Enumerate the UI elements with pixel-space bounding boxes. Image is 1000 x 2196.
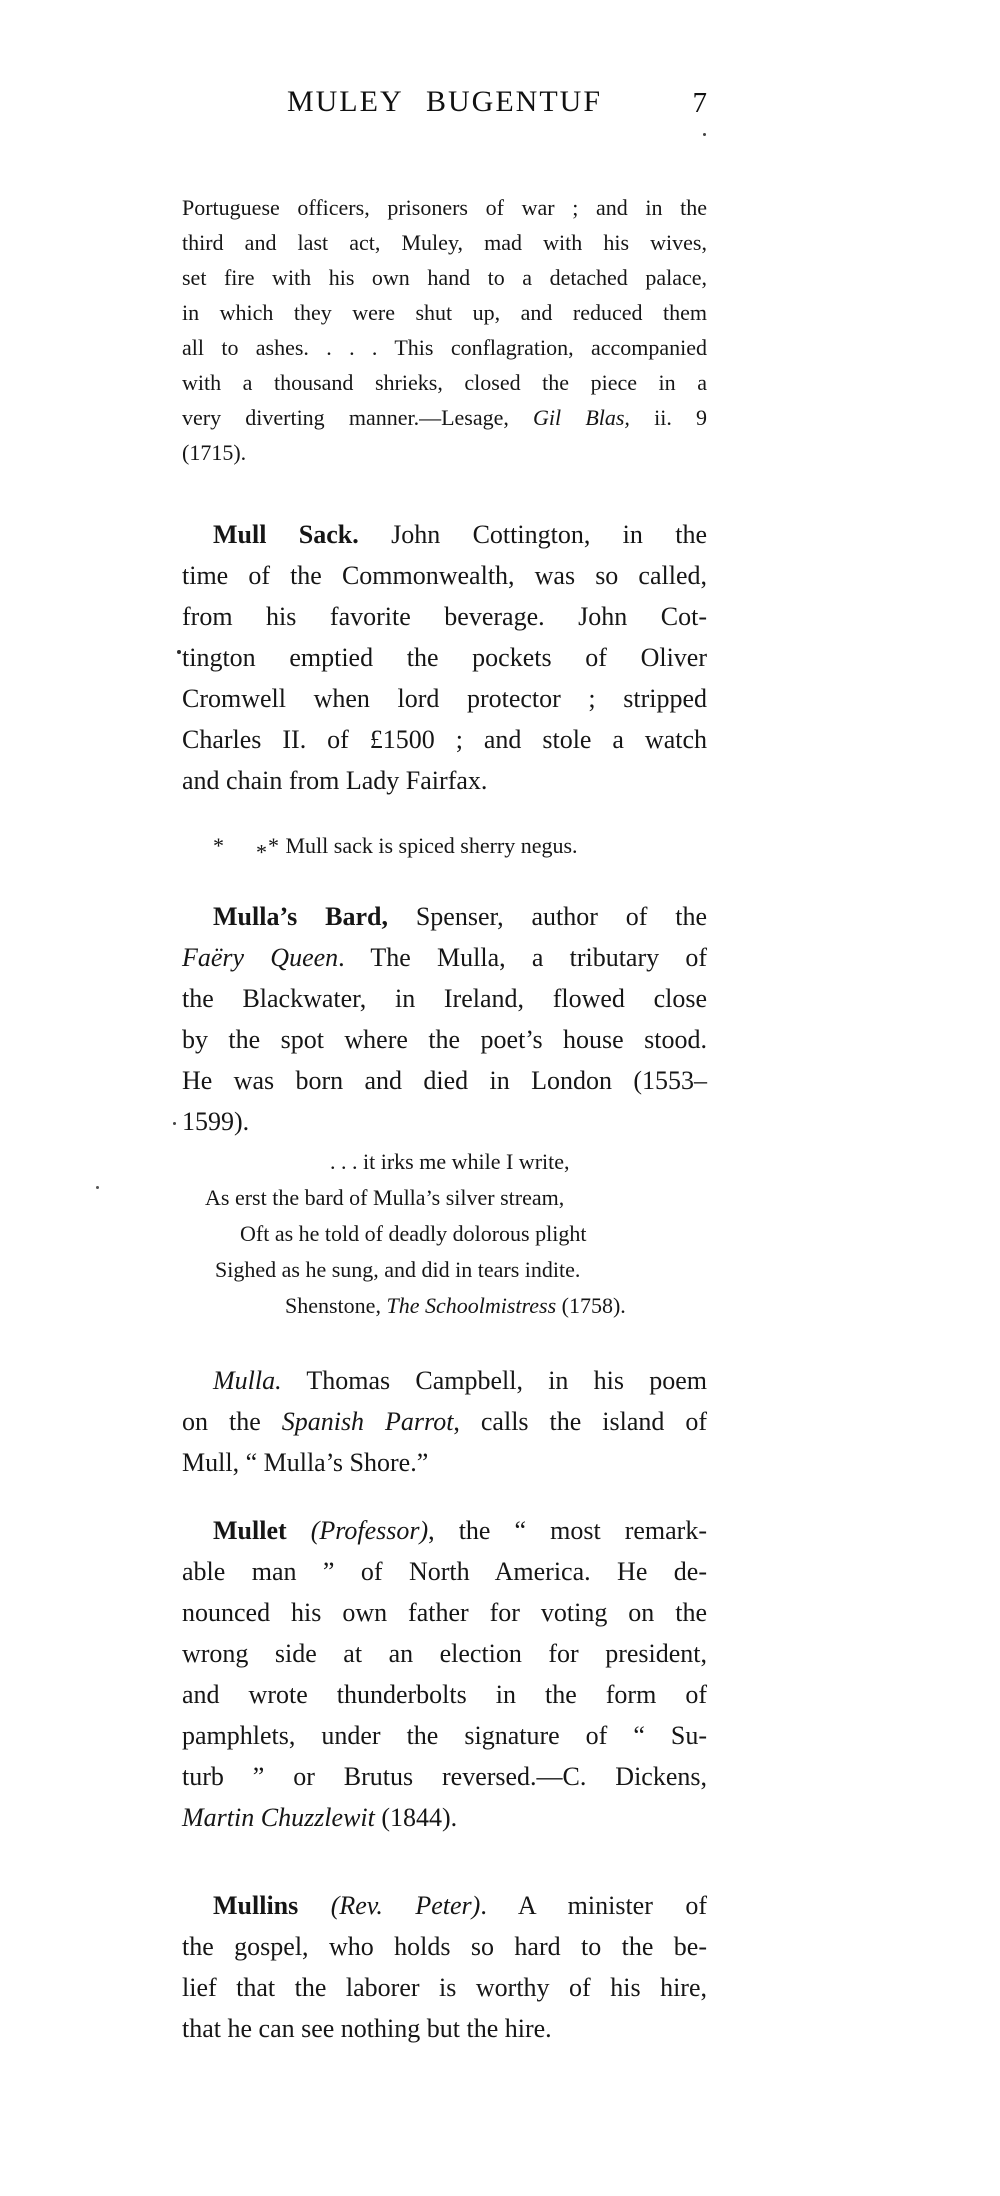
plain-text: John Cottington, in the [358, 520, 707, 549]
text-line: able man ” of North America. He de- [182, 1557, 707, 1586]
asterisk: * [268, 833, 280, 858]
text-line: Cromwell when lord protector ; stripped [182, 684, 707, 713]
text-line: turb ” or Brutus reversed.—C. Dickens, [182, 1762, 707, 1791]
text-line: all to ashes. . . . This conflagration, accompanied [182, 335, 707, 360]
asterisk: * [256, 839, 268, 865]
plain-text: Spenser, author of the [387, 902, 708, 931]
text-line: the Blackwater, in Ireland, flowed close [182, 984, 707, 1013]
text-block [182, 85, 707, 2049]
text-line [182, 1510, 707, 1551]
text-line: and wrote thunderbolts in the form of [182, 1680, 707, 1709]
asterism-mark [213, 833, 280, 865]
verse-line: As erst the bard of Mulla’s silver stream, [205, 1185, 565, 1210]
verse-attribution [285, 1288, 707, 1324]
text-line [182, 514, 707, 555]
italic-title: The Schoolmistress [386, 1293, 557, 1318]
text-line: by the spot where the poet’s house stood. [182, 1025, 707, 1054]
italic-title: Gil Blas, [533, 405, 630, 430]
text-line [182, 1360, 707, 1401]
text-line: 1599). [182, 1107, 250, 1136]
entry-headword: Mullet [213, 1516, 287, 1545]
entry-headword: Mullins [213, 1891, 299, 1920]
text-line: from his favorite beverage. John Cot- [182, 602, 707, 631]
text-line: and chain from Lady Fairfax. [182, 766, 488, 795]
entry-quote-continuation [182, 190, 707, 470]
plain-text: very diverting manner.—Lesage, [182, 405, 534, 430]
italic-text: (Professor) [286, 1516, 429, 1545]
verse-line: Sighed as he sung, and did in tears indite. [215, 1257, 581, 1282]
italic-title: Martin Chuzzlewit [182, 1803, 375, 1832]
running-header-title: MULEY BUGENTUF [286, 85, 603, 118]
text-line: (1715). [182, 440, 247, 465]
verse-line: Oft as he told of deadly dolorous plight [240, 1221, 587, 1246]
plain-text: Shenstone, [285, 1293, 387, 1318]
entry-mull-sack [182, 514, 707, 801]
text-line [182, 1885, 707, 1926]
italic-text: (Rev. Peter) [298, 1891, 481, 1920]
plain-text: (1844). [374, 1803, 458, 1832]
text-line: Mull, “ Mulla’s Shore.” [182, 1448, 429, 1477]
plain-text: on the [182, 1407, 282, 1436]
text-line: with a thousand shrieks, closed the piece in a [182, 370, 707, 395]
plain-text: . A minister of [480, 1891, 707, 1920]
italic-title: Spanish Parrot [281, 1407, 454, 1436]
text-line: He was born and died in London (1553– [182, 1066, 707, 1095]
plain-text: ii. 9 [629, 405, 707, 430]
plain-text: Mull sack is spiced sherry negus. [280, 833, 578, 858]
plain-text: Thomas Campbell, in his poem [281, 1366, 707, 1395]
plain-text: . The Mulla, a tributary of [338, 943, 707, 972]
text-line [182, 937, 707, 978]
entry-headword-italic: Mulla. [213, 1366, 282, 1395]
running-header [182, 85, 707, 121]
entry-mull-sack-note [182, 828, 707, 864]
text-line: Portuguese officers, prisoners of war ; and in the [182, 195, 707, 220]
text-line: time of the Commonwealth, was so called, [182, 561, 707, 590]
text-line: wrong side at an election for president, [182, 1639, 707, 1668]
ink-speck [173, 1122, 176, 1125]
entry-mulla [182, 1360, 707, 1483]
text-line [182, 1401, 707, 1442]
text-line: in which they were shut up, and reduced them [182, 300, 707, 325]
entry-mullins [182, 1885, 707, 2049]
italic-title: Faëry Queen [182, 943, 339, 972]
verse-quotation [182, 1144, 707, 1324]
text-line: nounced his own father for voting on the [182, 1598, 707, 1627]
plain-text: , calls the island of [453, 1407, 707, 1436]
entry-mullet [182, 1510, 707, 1838]
text-line: that he can see nothing but the hire. [182, 2014, 552, 2043]
text-line: pamphlets, under the signature of “ Su- [182, 1721, 707, 1750]
plain-text: (1758). [556, 1293, 626, 1318]
text-line: tington emptied the pockets of Oliver [182, 643, 707, 672]
text-line: Charles II. of £1500 ; and stole a watch [182, 725, 707, 754]
verse-line: . . . it irks me while I write, [330, 1149, 570, 1174]
plain-text: , the “ most remark- [428, 1516, 707, 1545]
text-line: set fire with his own hand to a detached palace, [182, 265, 707, 290]
ink-speck [96, 1186, 99, 1189]
entry-mullas-bard [182, 896, 707, 1142]
entry-headword: Mulla’s Bard, [213, 902, 388, 931]
page-number: 7 [692, 87, 707, 119]
text-line: third and last act, Muley, mad with his wives, [182, 230, 707, 255]
text-line: lief that the laborer is worthy of his hire, [182, 1973, 707, 2002]
text-line [182, 1797, 707, 1838]
asterisk: * [213, 833, 225, 858]
entry-headword: Mull Sack. [213, 520, 359, 549]
ink-speck [177, 650, 181, 654]
text-line [182, 400, 707, 435]
text-line: the gospel, who holds so hard to the be- [182, 1932, 707, 1961]
text-line [182, 896, 707, 937]
ink-speck [703, 133, 706, 136]
